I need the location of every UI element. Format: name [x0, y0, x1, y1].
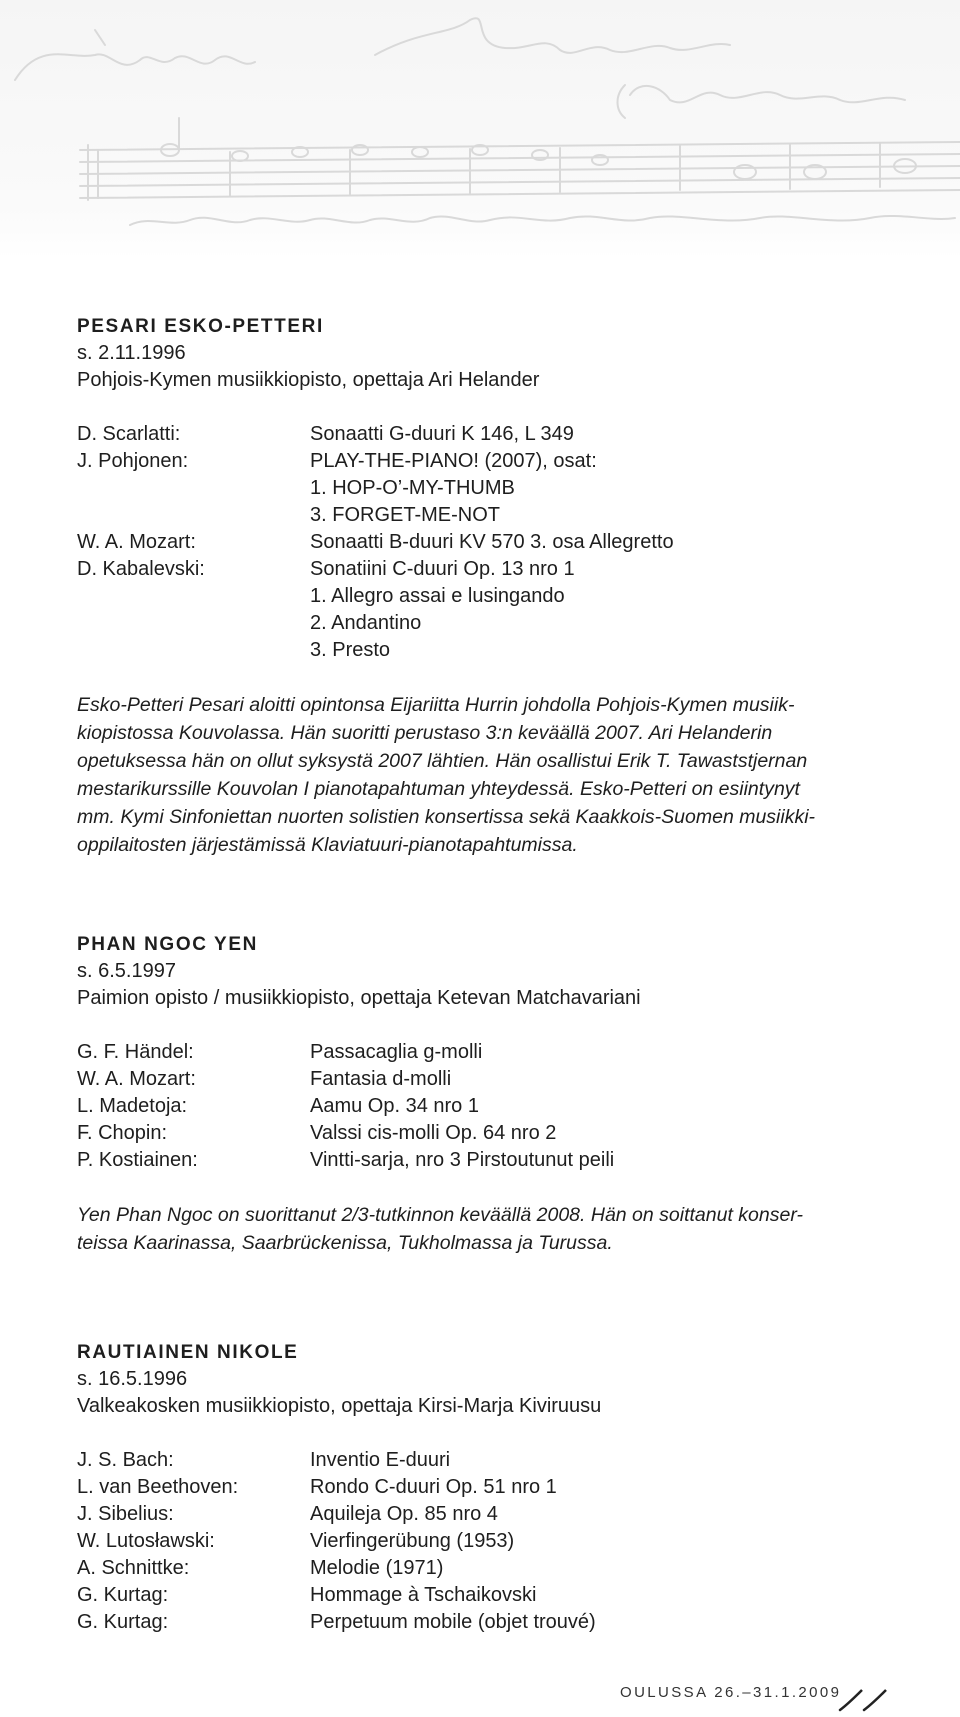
repertoire-row [77, 1039, 897, 1066]
work-title: Hommage à Tschaikovski [310, 1584, 537, 1606]
repertoire-row [77, 1582, 897, 1609]
work-title: Passacaglia g-molli [310, 1041, 483, 1063]
work-title: Vierfingerübung (1953) [310, 1530, 515, 1552]
work-title: 1. HOP-O’-MY-THUMB [310, 477, 515, 499]
work-title: Vintti-sarja, nro 3 Pirstoutunut peili [310, 1149, 615, 1171]
handwritten-eleven-icon [834, 1688, 894, 1712]
work-title: PLAY-THE-PIANO! (2007), osat: [310, 450, 597, 472]
performer-section [77, 1339, 897, 1636]
repertoire-list [77, 421, 897, 664]
composer: G. F. Händel: [77, 1041, 194, 1063]
composer: J. Sibelius: [77, 1503, 174, 1525]
composer [77, 475, 310, 502]
bio-line: kiopistossa Kouvolassa. Hän suoritti perustaso 3:n keväällä 2007. Ari Helanderin [77, 722, 773, 744]
work-title: Sonaatti G-duuri K 146, L 349 [310, 423, 574, 445]
birth-date: s. 6.5.1997 [77, 960, 176, 982]
composer: P. Kostiainen: [77, 1149, 198, 1171]
work-title: 3. FORGET-ME-NOT [310, 504, 500, 526]
composer [77, 610, 310, 637]
work-title: Fantasia d-molli [310, 1068, 452, 1090]
performer-section [77, 931, 897, 1257]
composer: L. van Beethoven: [77, 1476, 239, 1498]
biography [77, 1201, 897, 1257]
repertoire-row [77, 421, 897, 448]
repertoire-row [77, 637, 897, 664]
page-number-handwritten [834, 1688, 894, 1717]
work-title: Aamu Op. 34 nro 1 [310, 1095, 479, 1117]
bio-line: mestarikurssille Kouvolan I pianotapahtuman yhteydessä. Esko-Petteri on esiintynyt [77, 778, 800, 800]
repertoire-row [77, 1147, 897, 1174]
repertoire-row [77, 583, 897, 610]
composer: G. Kurtag: [77, 1584, 169, 1606]
birth-date: s. 16.5.1996 [77, 1368, 188, 1390]
repertoire-row [77, 556, 897, 583]
repertoire-row [77, 448, 897, 475]
composer: D. Kabalevski: [77, 558, 205, 580]
birth-date: s. 2.11.1996 [77, 342, 186, 364]
repertoire-row [77, 1609, 897, 1636]
bio-line: mm. Kymi Sinfoniettan nuorten solistien konsertissa sekä Kaakkois-Suomen musiikki- [77, 806, 816, 828]
bio-line: oppilaitosten järjestämissä Klaviatuuri-pianotapahtumissa. [77, 834, 578, 856]
bio-line: teissa Kaarinassa, Saarbrückenissa, Tukholmassa ja Turussa. [77, 1232, 613, 1254]
repertoire-row [77, 610, 897, 637]
composer: J. Pohjonen: [77, 450, 189, 472]
performer-name: PESARI ESKO-PETTERI [77, 316, 324, 337]
header-manuscript-banner [0, 0, 960, 258]
repertoire-row [77, 1120, 897, 1147]
biography [77, 691, 897, 859]
composer [77, 502, 310, 529]
composer: F. Chopin: [77, 1122, 168, 1144]
composer: G. Kurtag: [77, 1611, 169, 1633]
bio-line: Yen Phan Ngoc on suorittanut 2/3-tutkinnon keväällä 2008. Hän on soittanut konser- [77, 1204, 803, 1226]
work-title: Rondo C-duuri Op. 51 nro 1 [310, 1476, 557, 1498]
work-title: 2. Andantino [310, 612, 422, 634]
repertoire-row [77, 1555, 897, 1582]
repertoire-row [77, 1093, 897, 1120]
bio-line: opetuksessa hän on ollut syksystä 2007 lähtien. Hän osallistui Erik T. Tawaststjernan [77, 750, 808, 772]
repertoire-row [77, 529, 897, 556]
work-title: Valssi cis-molli Op. 64 nro 2 [310, 1122, 557, 1144]
work-title: Sonatiini C-duuri Op. 13 nro 1 [310, 558, 575, 580]
program-listing [77, 313, 897, 1636]
event-footer: OULUSSA 26.–31.1.2009 [620, 1684, 842, 1701]
composer: L. Madetoja: [77, 1095, 188, 1117]
composer: J. S. Bach: [77, 1449, 174, 1471]
composer [77, 583, 310, 610]
composer [77, 637, 310, 664]
composer: W. Lutosławski: [77, 1530, 215, 1552]
repertoire-list [77, 1447, 897, 1636]
work-title: 1. Allegro assai e lusingando [310, 585, 565, 607]
bio-line: Esko-Petteri Pesari aloitti opintonsa Eijariitta Hurrin johdolla Pohjois-Kymen musiik- [77, 694, 795, 716]
repertoire-row [77, 1066, 897, 1093]
performer-section [77, 313, 897, 859]
work-title: 3. Presto [310, 639, 391, 661]
repertoire-row [77, 1501, 897, 1528]
repertoire-row [77, 1528, 897, 1555]
performer-name: PHAN NGOC YEN [77, 934, 258, 955]
school-teacher: Paimion opisto / musiikkiopisto, opettaja Ketevan Matchavariani [77, 987, 641, 1009]
manuscript-music-illustration [0, 0, 960, 258]
repertoire-row [77, 1474, 897, 1501]
repertoire-row [77, 475, 897, 502]
composer: W. A. Mozart: [77, 1068, 196, 1090]
work-title: Perpetuum mobile (objet trouvé) [310, 1611, 596, 1633]
repertoire-row [77, 502, 897, 529]
composer: W. A. Mozart: [77, 531, 196, 553]
school-teacher: Valkeakosken musiikkiopisto, opettaja Kirsi-Marja Kiviruusu [77, 1395, 602, 1417]
work-title: Melodie (1971) [310, 1557, 444, 1579]
performer-name: RAUTIAINEN NIKOLE [77, 1342, 299, 1363]
work-title: Sonaatti B-duuri KV 570 3. osa Allegretto [310, 531, 674, 553]
repertoire-row [77, 1447, 897, 1474]
composer: A. Schnittke: [77, 1557, 190, 1579]
composer: D. Scarlatti: [77, 423, 181, 445]
school-teacher: Pohjois-Kymen musiikkiopisto, opettaja Ari Helander [77, 369, 540, 391]
repertoire-list [77, 1039, 897, 1174]
work-title: Aquileja Op. 85 nro 4 [310, 1503, 498, 1525]
work-title: Inventio E-duuri [310, 1449, 451, 1471]
